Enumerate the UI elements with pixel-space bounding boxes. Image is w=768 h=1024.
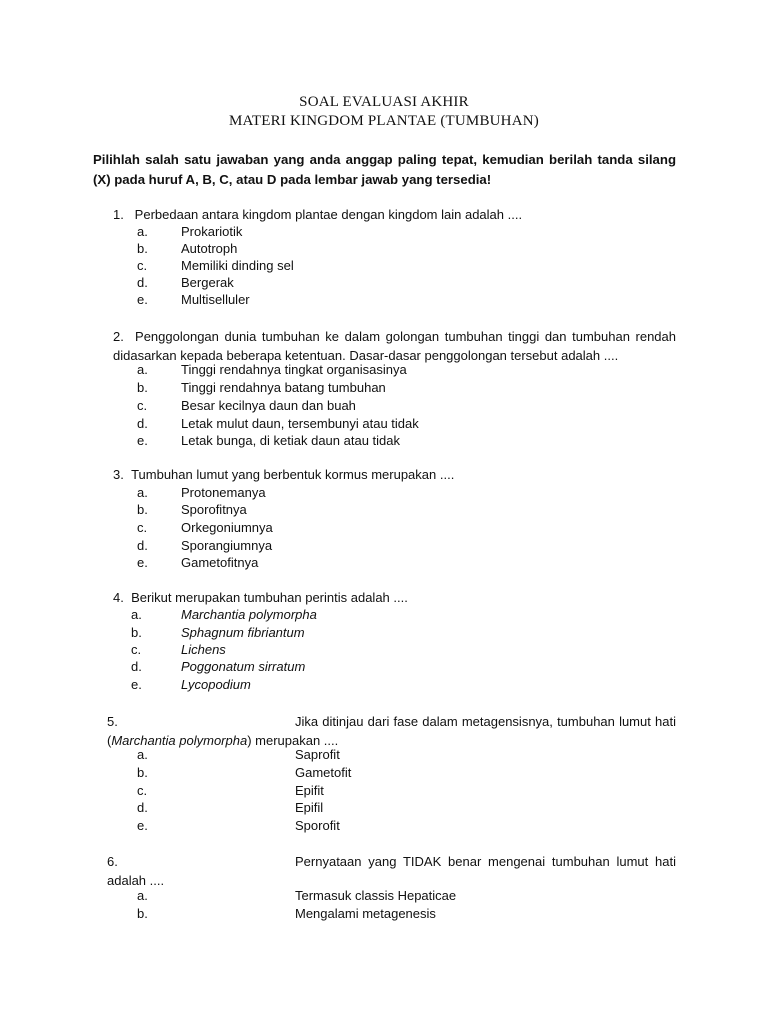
q1-option-b: Autotroph (181, 241, 238, 256)
q1-option-letter-d: d. (137, 275, 148, 290)
q4-option-letter-e: e. (131, 677, 142, 692)
q2-option-e: Letak bunga, di ketiak daun atau tidak (181, 433, 400, 448)
instructions: Pilihlah salah satu jawaban yang anda anggap paling tepat, kemudian berilah tanda silang (X) pada huruf A, B, C, atau D pada lembar jawab yang tersedia! (93, 152, 676, 187)
document-title: SOAL EVALUASI AKHIR (299, 94, 469, 110)
q3-option-letter-c: c. (137, 520, 148, 535)
question-6-line-2: adalah .... (107, 873, 165, 888)
question-3: 3. Tumbuhan lumut yang berbentuk kormus merupakan .... (113, 467, 455, 482)
q5-option-letter-d: d. (137, 800, 148, 815)
q2-option-letter-d: d. (137, 416, 148, 431)
q3-option-c: Orkegoniumnya (181, 520, 273, 535)
q2-option-letter-b: b. (137, 380, 148, 395)
q5-option-d: Epifil (295, 800, 324, 815)
question-1: 1. Perbedaan antara kingdom plantae dengan kingdom lain adalah .... (113, 207, 523, 222)
q2-option-d: Letak mulut daun, tersembunyi atau tidak (181, 416, 419, 431)
q2-option-c: Besar kecilnya daun dan buah (181, 398, 356, 413)
q2-option-b: Tinggi rendahnya batang tumbuhan (181, 380, 386, 395)
q6-option-b: Mengalami metagenesis (295, 906, 436, 921)
question-2-line-2: didasarkan kepada beberapa ketentuan. Dasar-dasar penggolongan tersebut adalah .... (113, 348, 619, 363)
question-5-line-1: Jika ditinjau dari fase dalam metagensisnya, tumbuhan lumut hati (295, 714, 676, 729)
question-6-number: 6. (107, 854, 118, 869)
q3-option-b: Sporofitnya (181, 502, 247, 517)
q1-option-a: Prokariotik (181, 224, 243, 239)
q1-option-c: Memiliki dinding sel (181, 258, 294, 273)
question-2 (113, 327, 676, 365)
q1-option-e: Multiselluler (181, 292, 250, 307)
q4-option-e: Lycopodium (181, 677, 251, 692)
question-5-number: 5. (107, 714, 118, 729)
q2-option-letter-a: a. (137, 362, 148, 377)
q1-option-letter-c: c. (137, 258, 148, 273)
q1-option-letter-a: a. (137, 224, 148, 239)
question-6-line-1: Pernyataan yang TIDAK benar mengenai tumbuhan lumut hati (295, 854, 676, 869)
q1-option-d: Bergerak (181, 275, 234, 290)
q5-option-letter-c: c. (137, 783, 148, 798)
q3-option-letter-a: a. (137, 485, 148, 500)
document-subtitle: MATERI KINGDOM PLANTAE (TUMBUHAN) (229, 113, 539, 129)
q5-option-c: Epifit (295, 783, 324, 798)
q5-option-letter-b: b. (137, 765, 148, 780)
q5-option-letter-e: e. (137, 818, 148, 833)
q4-option-c: Lichens (181, 642, 226, 657)
q3-option-e: Gametofitnya (181, 555, 259, 570)
q3-option-letter-b: b. (137, 502, 148, 517)
question-4: 4. Berikut merupakan tumbuhan perintis adalah .... (113, 590, 408, 605)
q3-option-letter-d: d. (137, 538, 148, 553)
q4-option-letter-a: a. (131, 607, 142, 622)
question-5-line-2-rest: ) merupakan .... (247, 733, 339, 748)
question-5 (107, 712, 676, 750)
question-2-line-1: 2. Penggolongan dunia tumbuhan ke dalam golongan tumbuhan tinggi dan tumbuhan rendah (113, 329, 676, 344)
q6-option-letter-b: b. (137, 906, 148, 921)
q4-option-letter-b: b. (131, 625, 142, 640)
q1-option-letter-e: e. (137, 292, 148, 307)
q5-option-b: Gametofit (295, 765, 352, 780)
q5-option-e: Sporofit (295, 818, 340, 833)
q4-option-a: Marchantia polymorpha (181, 607, 317, 622)
q2-option-letter-e: e. (137, 433, 148, 448)
question-6 (107, 852, 676, 890)
species-name: Marchantia polymorpha (111, 733, 248, 748)
q1-option-letter-b: b. (137, 241, 148, 256)
q4-option-d: Poggonatum sirratum (181, 659, 306, 674)
q6-option-a: Termasuk classis Hepaticae (295, 888, 457, 903)
q3-option-a: Protonemanya (181, 485, 266, 500)
q4-option-b: Sphagnum fibriantum (181, 625, 305, 640)
q6-option-letter-a: a. (137, 888, 148, 903)
q2-option-letter-c: c. (137, 398, 148, 413)
q4-option-letter-c: c. (131, 642, 142, 657)
q5-option-a: Saprofit (295, 747, 340, 762)
paren-open: ( (107, 733, 112, 748)
q5-option-letter-a: a. (137, 747, 148, 762)
q2-option-a: Tinggi rendahnya tingkat organisasinya (181, 362, 407, 377)
q3-option-d: Sporangiumnya (181, 538, 273, 553)
question-5-line-2 (107, 731, 676, 750)
q4-option-letter-d: d. (131, 659, 142, 674)
q3-option-letter-e: e. (137, 555, 148, 570)
